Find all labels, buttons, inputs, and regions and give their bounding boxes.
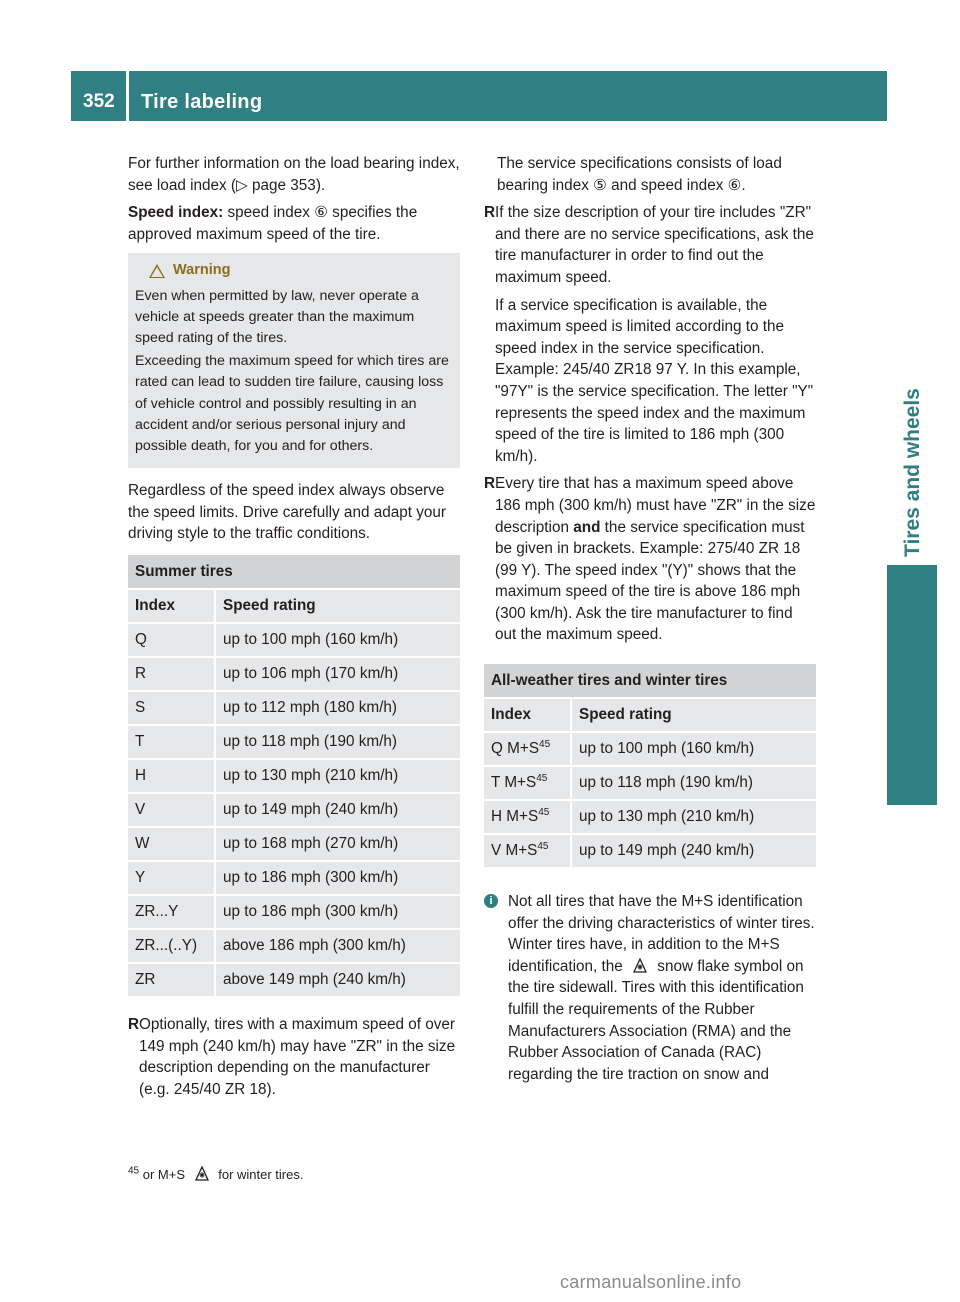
every-tire-text [495, 473, 816, 646]
service-spec-paragraph [484, 153, 816, 196]
info-note [484, 891, 816, 1085]
summer-index-cell [128, 964, 216, 996]
service-text-c: . [741, 176, 746, 194]
info-icon: i [484, 894, 498, 908]
zr-bullet [484, 202, 816, 473]
winter-table-row [484, 801, 816, 833]
footnote [128, 1166, 303, 1182]
footnote-rule [128, 1160, 208, 1161]
summer-col-index: Index [128, 590, 216, 622]
summer-rating-cell: up to 118 mph (190 km/h) [216, 726, 460, 758]
warning-triangle-icon [149, 264, 165, 278]
summer-tires-table [128, 553, 460, 998]
winter-index-value: V M+S [491, 842, 538, 860]
summer-index-cell [128, 828, 216, 860]
every-tire-text-b: the service specification must be given in brackets. Example: 275/40 ZR 18 (99 Y). The speed index "(Y)" shows that the maximum speed of the tire is above 186 mph (300 km/h). Ask the tire manufacturer to find out the maximum speed. [495, 518, 805, 644]
snowflake-mountain-icon [633, 958, 647, 973]
winter-rating-cell: up to 118 mph (190 km/h) [572, 767, 816, 799]
summer-rating-cell: up to 168 mph (270 km/h) [216, 828, 460, 860]
summer-index-value: T [135, 733, 145, 751]
warning-header [149, 260, 453, 281]
summer-index-cell [128, 692, 216, 724]
winter-rating-cell: up to 100 mph (160 km/h) [572, 733, 816, 765]
service-text-b: and speed index [606, 176, 728, 194]
summer-rating-cell: up to 149 mph (240 km/h) [216, 794, 460, 826]
section-tab-marker [887, 565, 937, 805]
speed-index-text-end: specifies the approved maximum speed of the tire. [128, 204, 418, 243]
bullet-mark: R [484, 204, 496, 222]
winter-index-value: H M+S [491, 808, 539, 826]
footnote-number: 45 [128, 1165, 140, 1177]
warning-text-2: Exceeding the maximum speed for which tires are rated can lead to sudden tire failure, causing loss of vehicle control and possibly resulting in an accident and/or serious personal injury and possible death, for you and for others. [135, 353, 449, 454]
summer-rating-cell: up to 130 mph (210 km/h) [216, 760, 460, 792]
summer-table-row [128, 896, 460, 928]
summer-index-cell [128, 624, 216, 656]
summer-table-row [128, 624, 460, 656]
summer-rating-cell: above 149 mph (240 km/h) [216, 964, 460, 996]
bullet-mark: R [484, 475, 496, 493]
optional-zr-text: Optionally, tires with a maximum speed of over 149 mph (240 km/h) may have "ZR" in the size description depending on the manufacturer (e.g. 245/40 ZR 18). [139, 1015, 456, 1098]
summer-index-value: ZR...Y [135, 903, 179, 921]
summer-table-row [128, 658, 460, 690]
summer-index-value: Q [135, 631, 147, 649]
footnote-text-a: or M+S [139, 1167, 189, 1182]
circle-6-icon: ⑥ [314, 204, 328, 222]
summer-rating-cell: above 186 mph (300 km/h) [216, 930, 460, 962]
winter-table-caption: All-weather tires and winter tires [484, 664, 816, 697]
winter-table-row [484, 835, 816, 867]
info-text-a: Not all tires that have the M+S identification offer the driving characteristics of winter tires. Winter tires have, in addition to the M+S identification, the [508, 893, 815, 975]
summer-index-value: R [135, 665, 147, 683]
page-header [71, 71, 887, 121]
circle-6-icon: ⑥ [727, 176, 742, 194]
section-tab [887, 71, 937, 561]
bullet-mark: R [128, 1015, 140, 1033]
warning-text-1: Even when permitted by law, never operate a vehicle at speeds greater than the maximum speed rating of the tires. [135, 287, 419, 346]
winter-table-row [484, 767, 816, 799]
summer-index-cell [128, 760, 216, 792]
winter-index-cell [484, 835, 572, 867]
summer-rating-cell: up to 106 mph (170 km/h) [216, 658, 460, 690]
summer-rating-cell: up to 112 mph (180 km/h) [216, 692, 460, 724]
info-text-b: snow flake symbol on the tire sidewall. Tires with this identification fulfill the requirements of the Rubber Manufacturers Association (RMA) and the Rubber Association of Canada (RAC) regarding the tire traction on snow and [508, 957, 804, 1083]
summer-index-value: H [135, 767, 147, 785]
winter-table-row [484, 733, 816, 765]
service-text-a: The service specifications consists of load bearing index [497, 155, 782, 194]
summer-index-value: ZR [135, 971, 156, 989]
summer-index-value: Y [135, 869, 146, 887]
every-tire-text-a: Every tire that has a maximum speed above 186 mph (300 km/h) must have "ZR" in the size description [495, 475, 816, 536]
speed-index-label: Speed index: [128, 204, 224, 222]
winter-index-cell [484, 733, 572, 765]
summer-table-row [128, 760, 460, 792]
zr-bullet-text: If the size description of your tire includes "ZR" and there are no service specifications, ask the tire manufacturer in order to find out the maximum speed. [495, 204, 814, 286]
summer-index-cell [128, 862, 216, 894]
winter-tires-table [484, 662, 816, 869]
summer-index-value: W [135, 835, 150, 853]
page-title: Tire labeling [141, 91, 263, 113]
summer-table-row [128, 726, 460, 758]
summer-index-cell [128, 726, 216, 758]
summer-index-cell [128, 930, 216, 962]
footnote-ref: 45 [539, 739, 551, 751]
winter-col-rating: Speed rating [572, 699, 816, 731]
footnote-ref: 45 [538, 807, 550, 819]
summer-table-row [128, 964, 460, 996]
winter-index-cell [484, 801, 572, 833]
section-tab-label: Tires and wheels [901, 388, 924, 557]
summer-table-row [128, 862, 460, 894]
speed-index-paragraph [128, 202, 460, 245]
winter-col-index: Index [484, 699, 572, 731]
optional-zr-bullet [128, 1014, 460, 1106]
summer-col-rating: Speed rating [216, 590, 460, 622]
summer-table-row [128, 794, 460, 826]
header-divider [126, 71, 129, 121]
right-column [484, 153, 816, 1085]
speed-index-text: speed index [223, 204, 315, 222]
summer-index-value: ZR...(..Y) [135, 937, 198, 955]
regardless-paragraph: Regardless of the speed index always observe the speed limits. Drive carefully and adapt your driving style to the traffic conditions. [128, 482, 446, 543]
info-text [508, 891, 816, 1085]
summer-index-value: S [135, 699, 146, 717]
summer-table-row [128, 930, 460, 962]
page-number: 352 [83, 91, 115, 112]
summer-index-cell [128, 658, 216, 690]
load-index-paragraph: For further information on the load bearing index, see load index (▷ page 353). [128, 155, 460, 194]
every-tire-and: and [573, 518, 601, 536]
winter-rating-cell: up to 149 mph (240 km/h) [572, 835, 816, 867]
warning-box [128, 253, 460, 468]
footnote-ref: 45 [536, 773, 548, 785]
footnote-text-b: for winter tires. [214, 1167, 304, 1182]
winter-index-cell [484, 767, 572, 799]
summer-index-cell [128, 896, 216, 928]
summer-table-caption: Summer tires [128, 555, 460, 588]
zr-bullet-text-2: If a service specification is available, the maximum speed is limited according to the speed index in the service specification. Example: 245/40 ZR18 97 Y. In this example, "97Y" is the service specification. The letter "Y" represents the speed index and the maximum speed of the tire is limited to 186 mph (300 km/h). [495, 296, 814, 465]
summer-rating-cell: up to 100 mph (160 km/h) [216, 624, 460, 656]
warning-title: Warning [173, 262, 231, 279]
left-column [128, 153, 460, 1106]
summer-rating-cell: up to 186 mph (300 km/h) [216, 896, 460, 928]
footnote-ref: 45 [537, 841, 549, 853]
winter-index-value: T M+S [491, 774, 537, 792]
winter-rating-cell: up to 130 mph (210 km/h) [572, 801, 816, 833]
summer-rating-cell: up to 186 mph (300 km/h) [216, 862, 460, 894]
summer-table-row [128, 828, 460, 860]
summer-index-value: V [135, 801, 146, 819]
summer-table-row [128, 692, 460, 724]
summer-index-cell [128, 794, 216, 826]
winter-index-value: Q M+S [491, 740, 540, 758]
circle-5-icon: ⑤ [593, 176, 607, 194]
watermark[interactable]: carmanualsonline.info [560, 1272, 742, 1292]
every-tire-bullet [484, 473, 816, 652]
snowflake-mountain-icon [195, 1166, 209, 1181]
